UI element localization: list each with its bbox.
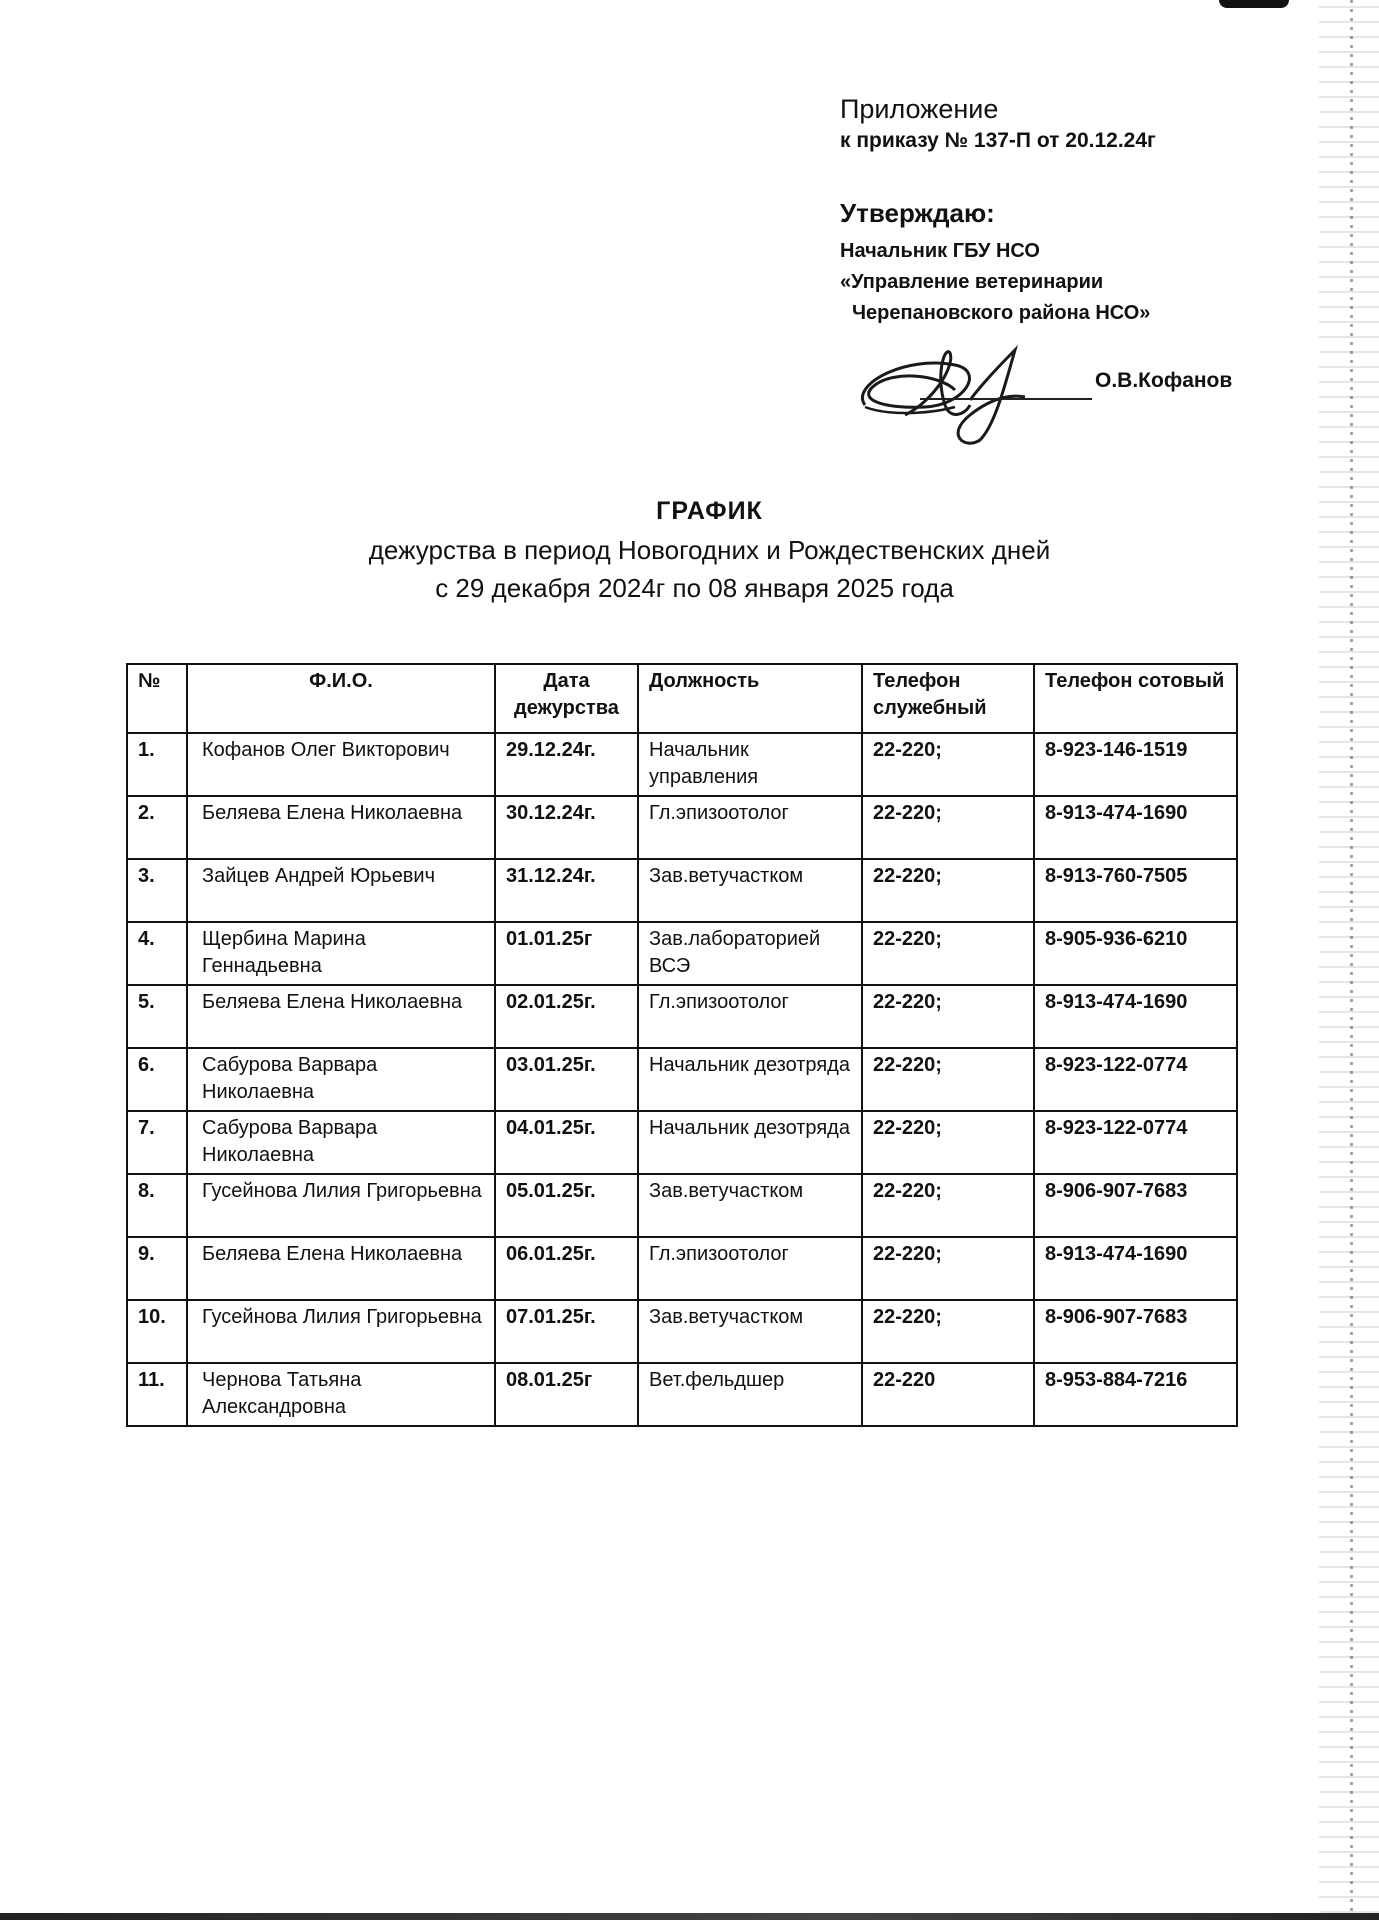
employee-name: Беляева Елена Николаевна	[187, 796, 495, 859]
employee-position: Зав.лабораторией ВСЭ	[638, 922, 862, 985]
mobile-phone: 8-905-936-6210	[1034, 922, 1237, 985]
duty-schedule-table	[126, 663, 1238, 1427]
table-row	[127, 1174, 1237, 1237]
duty-date: 05.01.25г.	[495, 1174, 638, 1237]
signature-line	[920, 398, 1092, 400]
table-row	[127, 1300, 1237, 1363]
row-number: 1.	[127, 733, 187, 796]
work-phone: 22-220;	[862, 1048, 1034, 1111]
table-body	[127, 733, 1237, 1426]
mobile-phone: 8-906-907-7683	[1034, 1300, 1237, 1363]
work-phone: 22-220;	[862, 796, 1034, 859]
employee-position: Начальник дезотряда	[638, 1048, 862, 1111]
row-number: 3.	[127, 859, 187, 922]
schedule-title: ГРАФИК	[656, 497, 763, 525]
table-row	[127, 1363, 1237, 1426]
work-phone: 22-220;	[862, 1174, 1034, 1237]
employee-position: Вет.фельдшер	[638, 1363, 862, 1426]
approve-title: Утверждаю:	[840, 198, 995, 228]
employee-position: Зав.ветучастком	[638, 1300, 862, 1363]
table-row	[127, 1111, 1237, 1174]
duty-date: 04.01.25г.	[495, 1111, 638, 1174]
appendix-reference: к приказу № 137-П от 20.12.24г	[840, 129, 1156, 152]
column-header-position: Должность	[638, 664, 862, 733]
row-number: 7.	[127, 1111, 187, 1174]
row-number: 5.	[127, 985, 187, 1048]
table-row	[127, 922, 1237, 985]
row-number: 6.	[127, 1048, 187, 1111]
row-number: 2.	[127, 796, 187, 859]
column-header-work-phone: Телефон служебный	[862, 664, 1034, 733]
work-phone: 22-220;	[862, 1300, 1034, 1363]
row-number: 4.	[127, 922, 187, 985]
row-number: 9.	[127, 1237, 187, 1300]
duty-date: 01.01.25г	[495, 922, 638, 985]
employee-name: Беляева Елена Николаевна	[187, 985, 495, 1048]
employee-name: Беляева Елена Николаевна	[187, 1237, 495, 1300]
table-row	[127, 1048, 1237, 1111]
scan-edge-line	[1350, 0, 1353, 1920]
employee-name: Кофанов Олег Викторович	[187, 733, 495, 796]
table-row	[127, 796, 1237, 859]
appendix-title: Приложение	[840, 94, 999, 124]
duty-date: 07.01.25г.	[495, 1300, 638, 1363]
duty-date: 31.12.24г.	[495, 859, 638, 922]
column-header-name: Ф.И.О.	[187, 664, 495, 733]
approver-position-line-1: Начальник ГБУ НСО	[840, 240, 1040, 262]
mobile-phone: 8-913-760-7505	[1034, 859, 1237, 922]
mobile-phone: 8-913-474-1690	[1034, 985, 1237, 1048]
employee-position: Начальник дезотряда	[638, 1111, 862, 1174]
handwritten-signature	[845, 345, 1095, 445]
scan-top-mark	[1219, 0, 1289, 8]
row-number: 10.	[127, 1300, 187, 1363]
column-header-number: №	[127, 664, 187, 733]
signer-name: О.В.Кофанов	[1095, 369, 1233, 392]
employee-position: Зав.ветучастком	[638, 1174, 862, 1237]
employee-name: Сабурова Варвара Николаевна	[187, 1048, 495, 1111]
mobile-phone: 8-913-474-1690	[1034, 1237, 1237, 1300]
schedule-subtitle-period-type: дежурства в период Новогодних и Рождественских дней	[368, 535, 1051, 565]
work-phone: 22-220;	[862, 985, 1034, 1048]
employee-position: Гл.эпизоотолог	[638, 1237, 862, 1300]
scan-edge-artifact	[1319, 0, 1379, 1920]
work-phone: 22-220;	[862, 859, 1034, 922]
mobile-phone: 8-906-907-7683	[1034, 1174, 1237, 1237]
employee-name: Сабурова Варвара Николаевна	[187, 1111, 495, 1174]
duty-date: 29.12.24г.	[495, 733, 638, 796]
work-phone: 22-220;	[862, 922, 1034, 985]
duty-date: 03.01.25г.	[495, 1048, 638, 1111]
mobile-phone: 8-913-474-1690	[1034, 796, 1237, 859]
employee-position: Гл.эпизоотолог	[638, 985, 862, 1048]
employee-position: Зав.ветучастком	[638, 859, 862, 922]
mobile-phone: 8-953-884-7216	[1034, 1363, 1237, 1426]
employee-name: Щербина Марина Геннадьевна	[187, 922, 495, 985]
row-number: 11.	[127, 1363, 187, 1426]
work-phone: 22-220;	[862, 733, 1034, 796]
column-header-date: Дата дежурства	[495, 664, 638, 733]
mobile-phone: 8-923-146-1519	[1034, 733, 1237, 796]
scan-bottom-edge	[0, 1913, 1379, 1920]
employee-name: Чернова Татьяна Александровна	[187, 1363, 495, 1426]
table-row	[127, 733, 1237, 796]
mobile-phone: 8-923-122-0774	[1034, 1048, 1237, 1111]
employee-position: Начальник управления	[638, 733, 862, 796]
table-row	[127, 1237, 1237, 1300]
approver-position-line-3: Черепановского района НСО»	[852, 302, 1151, 324]
row-number: 8.	[127, 1174, 187, 1237]
table-header-row	[127, 664, 1237, 733]
column-header-mobile-phone: Телефон сотовый	[1034, 664, 1237, 733]
employee-name: Гусейнова Лилия Григорьевна	[187, 1300, 495, 1363]
approver-position-line-2: «Управление ветеринарии	[840, 271, 1104, 293]
work-phone: 22-220;	[862, 1237, 1034, 1300]
work-phone: 22-220;	[862, 1111, 1034, 1174]
employee-position: Гл.эпизоотолог	[638, 796, 862, 859]
duty-date: 08.01.25г	[495, 1363, 638, 1426]
mobile-phone: 8-923-122-0774	[1034, 1111, 1237, 1174]
duty-date: 02.01.25г.	[495, 985, 638, 1048]
employee-name: Зайцев Андрей Юрьевич	[187, 859, 495, 922]
schedule-subtitle-dates: с 29 декабря 2024г по 08 января 2025 года	[435, 573, 954, 603]
work-phone: 22-220	[862, 1363, 1034, 1426]
duty-date: 06.01.25г.	[495, 1237, 638, 1300]
employee-name: Гусейнова Лилия Григорьевна	[187, 1174, 495, 1237]
approval-header	[840, 92, 1260, 324]
table-row	[127, 859, 1237, 922]
table-row	[127, 985, 1237, 1048]
duty-date: 30.12.24г.	[495, 796, 638, 859]
